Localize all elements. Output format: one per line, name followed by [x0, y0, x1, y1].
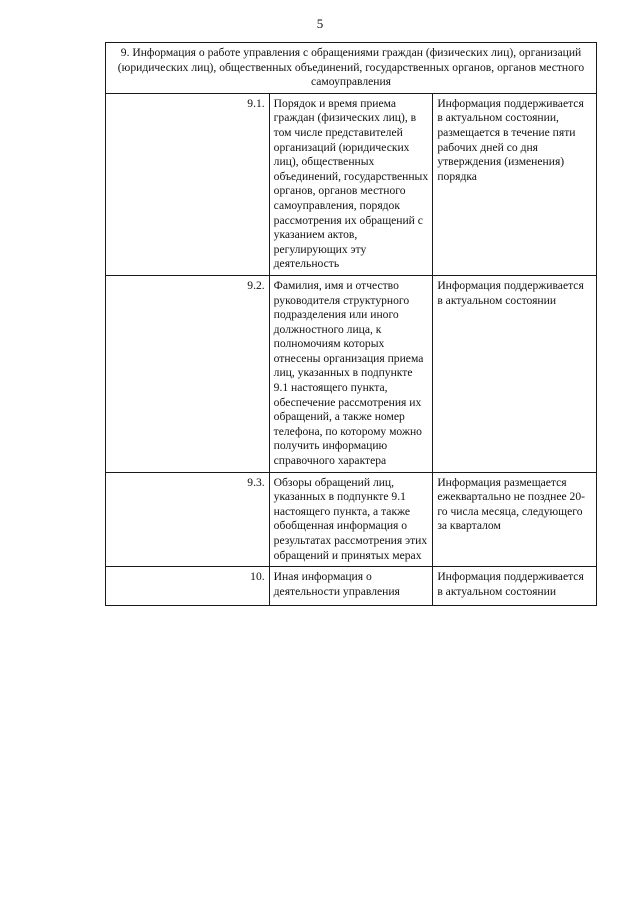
row-description: Порядок и время приема граждан (физических лиц), в том числе представителей организаций (юридических лиц), общественных объединений, государственных органов, органов местного самоуправления, порядок рассмотрения их обращений с указанием актов, регулирующих эту деятельность: [269, 93, 433, 275]
row-description: Обзоры обращений лиц, указанных в подпункте 9.1 настоящего пункта, а также обобщенная информация о результатах рассмотрения этих обращений и принятых мерах: [269, 472, 433, 567]
row-number: 9.1.: [106, 93, 270, 275]
table-row: [106, 567, 597, 606]
row-description: Иная информация о деятельности управления: [269, 567, 433, 606]
row-term: Информация поддерживается в актуальном состоянии: [433, 567, 597, 606]
row-number: 9.2.: [106, 275, 270, 472]
section-header-row: [106, 43, 597, 94]
table-row: [106, 275, 597, 472]
row-number: 9.3.: [106, 472, 270, 567]
row-description: Фамилия, имя и отчество руководителя структурного подразделения или иного должностного лица, к полномочиям которых отнесены организация приема лиц, указанных в подпункте 9.1 настоящего пункта, обеспечение рассмотрения их обращений, а также номер телефона, по которому можно получить информацию справочного характера: [269, 275, 433, 472]
page-number: 5: [316, 16, 324, 31]
row-term: Информация размещается ежеквартально не позднее 20-го числа месяца, следующего за кварталом: [433, 472, 597, 567]
table-row: [106, 472, 597, 567]
table-row: [106, 93, 597, 275]
row-number: 10.: [106, 567, 270, 606]
row-term: Информация поддерживается в актуальном состоянии: [433, 275, 597, 472]
information-table: [105, 42, 597, 606]
section-title: 9. Информация о работе управления с обращениями граждан (физических лиц), организаций (юридических лиц), общественных объединений, государственных органов, органов местного самоуправления: [106, 43, 597, 94]
row-term: Информация поддерживается в актуальном состоянии, размещается в течение пяти рабочих дней со дня утверждения (изменения) порядка: [433, 93, 597, 275]
